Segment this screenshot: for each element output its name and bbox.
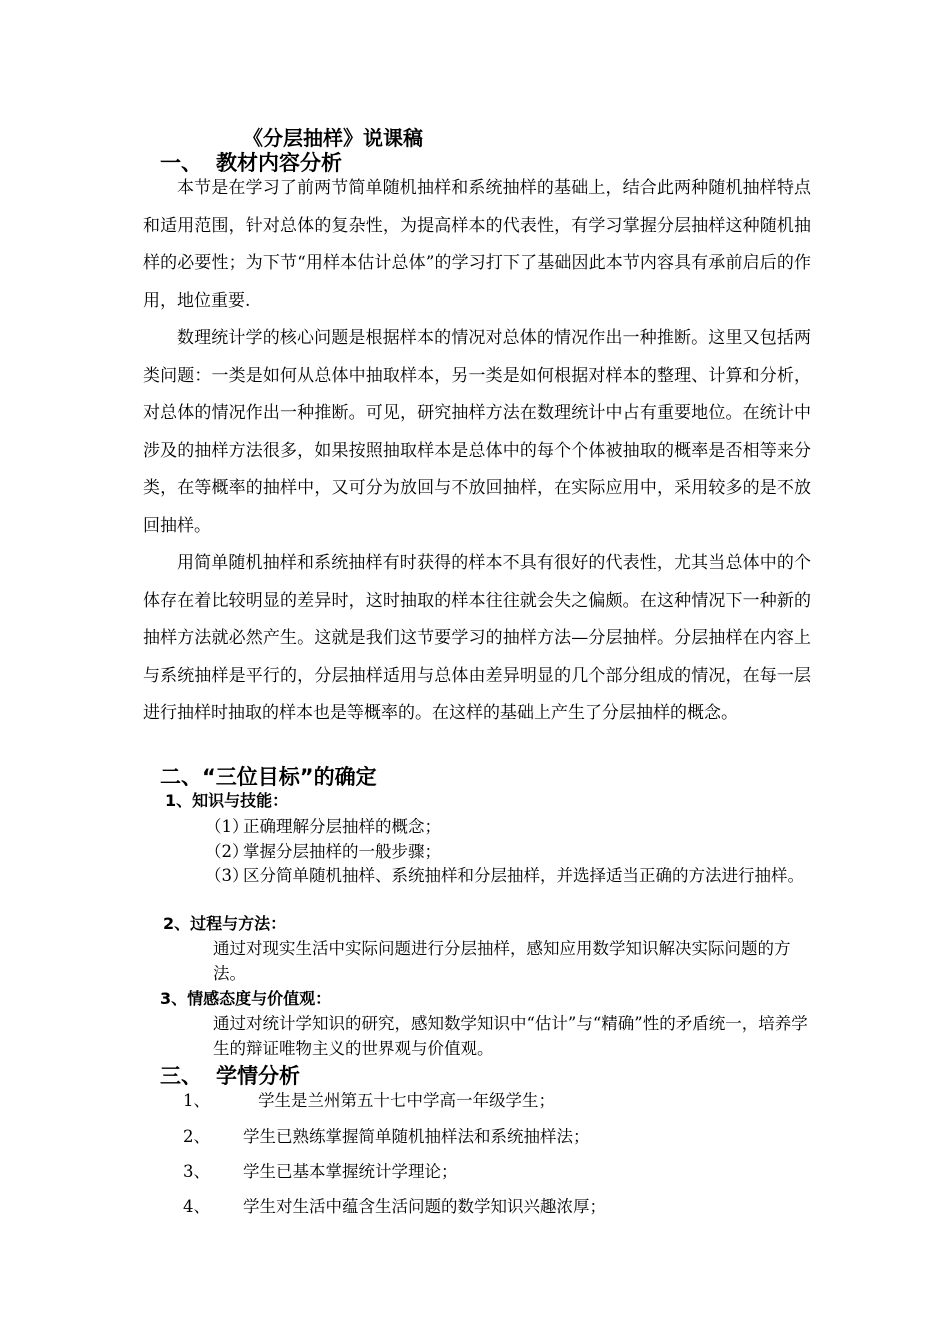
list-item <box>205 815 809 840</box>
list-item <box>205 864 809 889</box>
knowledge-list <box>205 815 809 889</box>
item-text: 学生是兰州第五十七中学高一年级学生； <box>258 1091 555 1110</box>
item-number: （2） <box>205 841 249 861</box>
item-number: 4、 <box>183 1197 210 1216</box>
subsection-heading-knowledge: 1、知识与技能： <box>165 791 289 810</box>
item-number: 2、 <box>183 1127 210 1146</box>
item-number: 1、 <box>183 1091 210 1110</box>
student-analysis-item <box>183 1125 590 1149</box>
paragraph: 用简单随机抽样和系统抽样有时获得的样本不具有很好的代表性，尤其当总体中的个体存在着比较明显的差异时，这时抽取的样本往往就会失之偏颇。在这种情况下一种新的抽样方法就必然产生。这就是我们这节要学习的抽样方法—分层抽样。分层抽样在内容上与系统抽样是平行的，分层抽样适用与总体由差异明显的几个部分组成的情况，在每一层进行抽样时抽取的样本也是等概率的。在这样的基础上产生了分层抽样的概念。 <box>143 553 811 723</box>
page-title: 《分层抽样》说课稿 <box>243 126 423 150</box>
item-number: （1） <box>205 817 249 836</box>
section-heading-2: 二、“三位目标”的确定 <box>160 765 377 789</box>
subsection-heading-emotion: 3、情感态度与价值观： <box>160 989 332 1008</box>
section-title: 教材内容分析 <box>216 151 342 175</box>
emotion-text: 通过对统计学知识的研究，感知数学知识中“估计”与“精确”性的矛盾统一，培养学生的辩证唯物主义的世界观与价值观。 <box>213 1014 808 1058</box>
item-text: 学生已基本掌握统计学理论； <box>243 1162 458 1181</box>
paragraph: 数理统计学的核心问题是根据样本的情况对总体的情况作出一种推断。这里又包括两类问题：一类是如何从总体中抽取样本，另一类是如何根据对样本的整理、计算和分析，对总体的情况作出一种推断。可见，研究抽样方法在数理统计中占有重要地位。在统计中涉及的抽样方法很多，如果按照抽取样本是总体中的每个个体被抽取的概率是否相等来分类，在等概率的抽样中，又可分为放回与不放回抽样，在实际应用中，采用较多的是不放回抽样。 <box>143 328 811 536</box>
paragraph: 本节是在学习了前两节简单随机抽样和系统抽样的基础上，结合此两种随机抽样特点和适用范围，针对总体的复杂性，为提高样本的代表性，有学习掌握分层抽样这种随机抽样的必要性；为下节“用样本估计总体”的学习打下了基础因此本节内容具有承前启后的作用，地位重要. <box>143 178 811 311</box>
student-analysis-item <box>183 1160 458 1184</box>
process-text: 通过对现实生活中实际问题进行分层抽样，感知应用数学知识解决实际问题的方法。 <box>213 939 791 983</box>
section-title: 学情分析 <box>216 1064 300 1088</box>
item-text: 区分简单随机抽样、系统抽样和分层抽样，并选择适当正确的方法进行抽样。 <box>243 866 804 885</box>
item-text: 掌握分层抽样的一般步骤； <box>243 841 441 861</box>
section-1-body <box>143 170 811 733</box>
student-analysis-item <box>183 1089 555 1113</box>
student-analysis-item <box>183 1195 606 1219</box>
item-text: 学生对生活中蕴含生活问题的数学知识兴趣浓厚； <box>243 1197 606 1216</box>
section-heading-3 <box>160 1062 300 1090</box>
list-item <box>205 840 809 865</box>
item-number: 3、 <box>183 1162 210 1181</box>
item-text: 正确理解分层抽样的概念； <box>243 817 441 836</box>
item-number: （3） <box>205 866 249 885</box>
subsection-heading-process: 2、过程与方法： <box>163 914 287 933</box>
section-number: 一、 <box>160 151 202 175</box>
item-text: 学生已熟练掌握简单随机抽样法和系统抽样法； <box>243 1127 590 1146</box>
section-number: 三、 <box>160 1064 202 1088</box>
